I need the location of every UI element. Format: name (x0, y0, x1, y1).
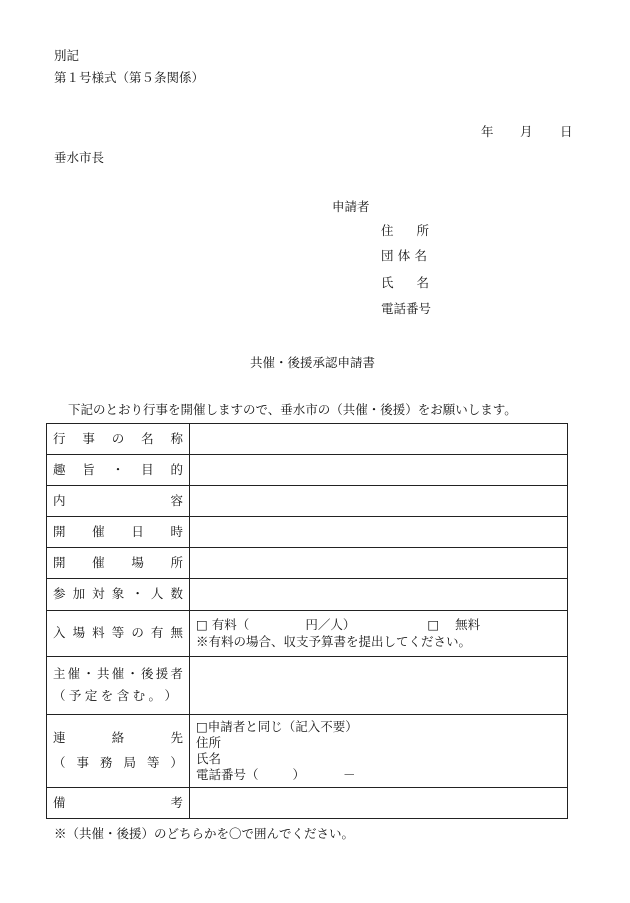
attachment-label: 別記 (54, 48, 80, 63)
applicant-heading: 申請者 (332, 199, 370, 214)
application-table (46, 423, 568, 819)
input-organizer[interactable] (190, 657, 568, 715)
input-datetime[interactable] (190, 517, 568, 548)
intro-text: 下記のとおり行事を開催しますので、垂水市の（共催・後援）をお願いします。 (68, 402, 517, 417)
contact-phone-close: ） (292, 767, 306, 783)
row-organizer (47, 657, 568, 715)
row-remarks (47, 788, 568, 819)
label-contact: 連 絡 先 （ 事 務 局 等 ） (47, 715, 190, 788)
label-content: 内 容 (47, 486, 190, 517)
fee-free-label: 無料 (455, 616, 481, 632)
row-datetime (47, 517, 568, 548)
row-participants (47, 579, 568, 611)
contact-phone-label: 電話番号（ (196, 767, 259, 783)
input-venue[interactable] (190, 548, 568, 579)
fee-unit-label: 円／人） (305, 616, 356, 632)
document-title: 共催・後援承認申請書 (250, 355, 376, 370)
contact-name-label: 氏名 (196, 751, 222, 766)
row-venue (47, 548, 568, 579)
row-purpose (47, 455, 568, 486)
row-event-name (47, 424, 568, 455)
row-contact (47, 715, 568, 788)
label-participants: 参 加 対 象 ・ 人 数 (47, 579, 190, 611)
input-content[interactable] (190, 486, 568, 517)
label-event-name: 行 事 の 名 称 (47, 424, 190, 455)
contact-same-checkbox[interactable]: □申請者と同じ（記入不要） (196, 718, 358, 734)
applicant-group-label: 団 体 名 (381, 248, 427, 263)
fee-options (196, 617, 561, 634)
contact-cell (190, 715, 568, 788)
applicant-address-label: 住 所 (381, 223, 429, 238)
applicant-phone-label: 電話番号 (381, 301, 432, 316)
row-fee (47, 611, 568, 657)
date-year: 年 (481, 124, 494, 139)
fee-paid-checkbox[interactable]: □ (196, 616, 208, 632)
label-fee: 入 場 料 等 の 有 無 (47, 611, 190, 657)
contact-address-label: 住所 (196, 734, 222, 750)
form-number: 第１号様式（第５条関係） (54, 70, 205, 85)
footnote: ※（共催・後援）のどちらかを〇で囲んでください。 (54, 826, 355, 841)
contact-phone-dash: － (343, 767, 356, 783)
addressee: 垂水市長 (54, 150, 105, 165)
date-day: 日 (560, 124, 573, 139)
fee-paid-label: 有料（ (211, 616, 250, 632)
input-purpose[interactable] (190, 455, 568, 486)
fee-cell (190, 611, 568, 657)
contact-phone-line (196, 767, 561, 783)
fee-free-checkbox[interactable]: □ (427, 616, 440, 632)
row-content (47, 486, 568, 517)
label-purpose: 趣 旨 ・ 目 的 (47, 455, 190, 486)
input-event-name[interactable] (190, 424, 568, 455)
label-venue: 開 催 場 所 (47, 548, 190, 579)
label-remarks: 備 考 (47, 788, 190, 819)
applicant-name-label: 氏 名 (381, 275, 429, 290)
date-month: 月 (520, 124, 533, 139)
input-remarks[interactable] (190, 788, 568, 819)
input-participants[interactable] (190, 579, 568, 611)
label-datetime: 開 催 日 時 (47, 517, 190, 548)
fee-note: ※有料の場合、収支予算書を提出してください。 (196, 633, 472, 649)
label-organizer: 主 催 ・ 共 催 ・ 後 援 者 （ 予 定 を 含 む 。 ） (47, 657, 190, 715)
